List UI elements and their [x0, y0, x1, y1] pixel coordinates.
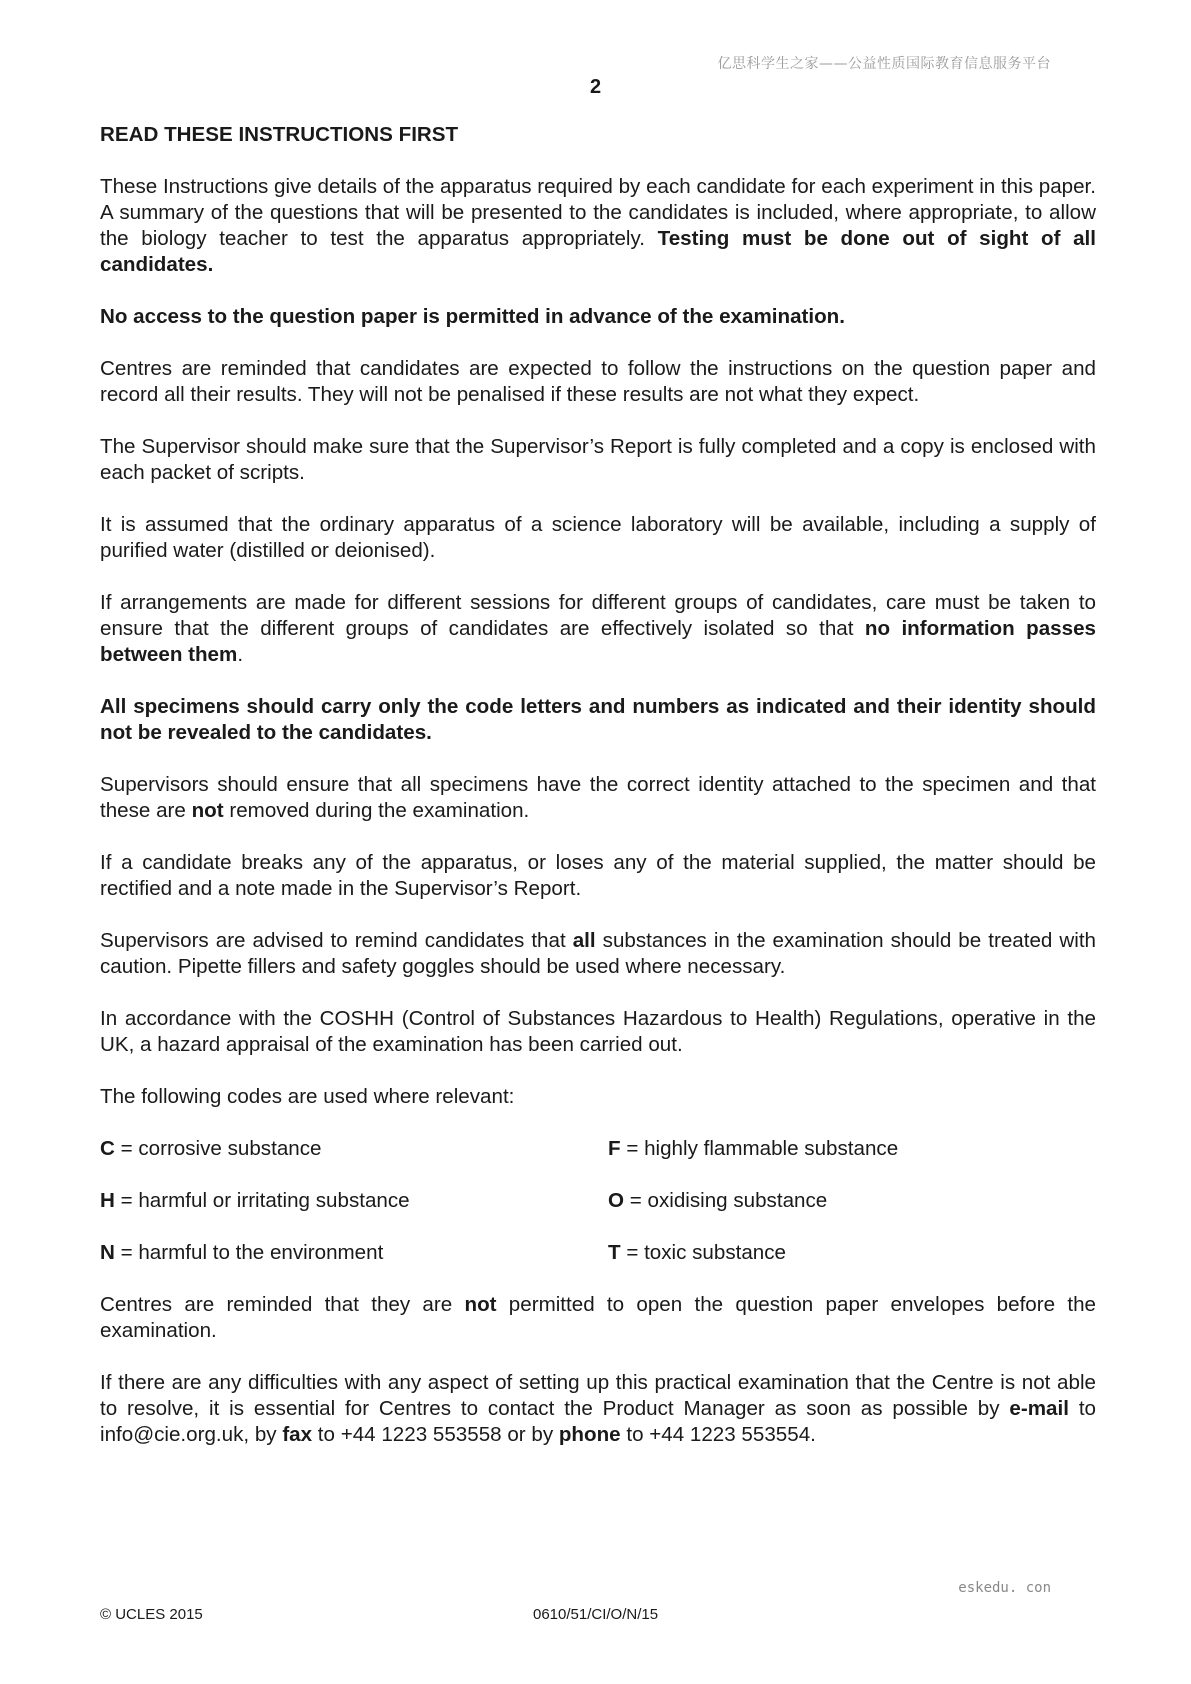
- fax-label: fax: [282, 1423, 313, 1446]
- paragraph-record-results: Centres are reminded that candidates are expected to follow the instructions on the question paper and record all their results. They will not be penalised if these results are not what they expect.: [100, 357, 1096, 406]
- page-number: 2: [589, 76, 602, 98]
- page-title: READ THESE INSTRUCTIONS FIRST: [100, 123, 459, 146]
- footer-paper-code: 0610/51/CI/O/N/15: [533, 1606, 659, 1623]
- paragraph-caution: Supervisors are advised to remind candidates that all substances in the examination should be treated with caution. Pipette fillers and safety goggles should be used where necessary.: [100, 929, 1096, 978]
- paragraph-no-access: No access to the question paper is permitted in advance of the examination.: [100, 305, 845, 328]
- paragraph-envelopes: Centres are reminded that they are not permitted to open the question paper envelopes before the examination.: [100, 1293, 1096, 1342]
- header-watermark: 亿思科学生之家——公益性质国际教育信息服务平台: [717, 56, 1051, 72]
- paragraph-sessions: If arrangements are made for different sessions for different groups of candidates, care must be taken to ensure that the different groups of candidates are effectively isolated so that no information passes between them.: [100, 591, 1096, 666]
- paragraph-breakage: If a candidate breaks any of the apparatus, or loses any of the material supplied, the matter should be rectified and a note made in the Supervisor’s Report.: [100, 851, 1096, 900]
- paragraph-apparatus: These Instructions give details of the apparatus required by each candidate for each experiment in this paper. A summary of the questions that will be presented to the candidates is included, where appropriate, to allow the biology teacher to test the apparatus appropriately. Testing must be done out of sight of all candidates.: [100, 175, 1096, 276]
- hazard-code-item: N = harmful to the environment: [100, 1241, 384, 1264]
- paragraph-specimen-identity: Supervisors should ensure that all specimens have the correct identity attached to the specimen and that these are not removed during the examination.: [100, 773, 1096, 822]
- phone-label: phone: [558, 1423, 621, 1446]
- hazard-code-item: T = toxic substance: [608, 1241, 787, 1264]
- footer-watermark: eskedu. con: [958, 1580, 1051, 1596]
- paragraph-coshh: In accordance with the COSHH (Control of Substances Hazardous to Health) Regulations, operative in the UK, a hazard appraisal of the examination has been carried out.: [100, 1007, 1096, 1056]
- paragraph-specimens-codes: All specimens should carry only the code letters and numbers as indicated and their identity should not be revealed to the candidates.: [100, 695, 1096, 744]
- paragraph-supervisor-report: The Supervisor should make sure that the Supervisor’s Report is fully completed and a copy is enclosed with each packet of scripts.: [100, 435, 1096, 484]
- paragraph-contact: If there are any difficulties with any aspect of setting up this practical examination that the Centre is not able to resolve, it is essential for Centres to contact the Product Manager as soon as possible by e-mail to info@cie.org.uk, by fax to +44 1223 553558 or by phone to +44 1223 553554.: [100, 1371, 1096, 1446]
- paragraph-codes-intro: The following codes are used where relevant:: [100, 1085, 515, 1108]
- hazard-codes-list: [100, 1136, 1096, 1266]
- hazard-code-item: C = corrosive substance: [100, 1137, 322, 1160]
- paragraph-ordinary-apparatus: It is assumed that the ordinary apparatus of a science laboratory will be available, including a supply of purified water (distilled or deionised).: [100, 513, 1096, 562]
- hazard-code-item: O = oxidising substance: [608, 1189, 828, 1212]
- hazard-code-item: F = highly flammable substance: [608, 1137, 899, 1160]
- hazard-code-item: H = harmful or irritating substance: [100, 1189, 410, 1212]
- instructions-body: [100, 122, 1096, 1474]
- email-label: e-mail: [1009, 1397, 1069, 1420]
- footer-copyright: © UCLES 2015: [100, 1606, 203, 1623]
